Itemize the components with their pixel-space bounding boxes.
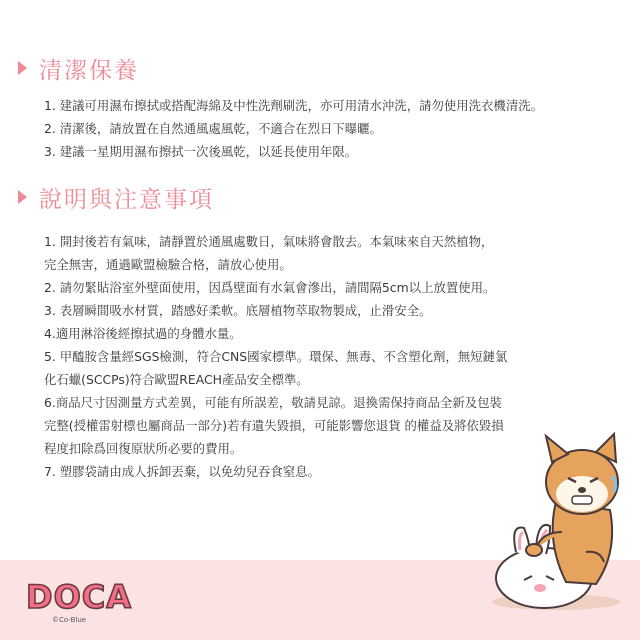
list-line: 6.商品尺寸因測量方式差異，可能有所誤差，敬請見諒。退換需保持商品全新及包裝 [44,395,502,410]
list-item: 2. 清潔後，請放置在自然通風處風乾，不適合在烈日下曝曬。 [44,121,382,136]
section-notes-title: 說明與注意事項 [39,186,214,213]
list-line: 程度扣除爲回復原狀所必要的費用。 [44,441,243,456]
list-line: 完全無害，通過歐盟檢驗合格，請放心使用。 [44,257,292,272]
section-care-header [0,51,640,85]
triangle-bullet-icon [18,190,27,204]
list-line: 4.適用淋浴後經擦拭過的身體水量。 [44,326,242,341]
list-line: 完整(授權雷射標也屬商品一部分)若有遺失毀損，可能影響您退貨 的權益及將依毀損 [44,418,504,433]
logo-text: DOCA [26,578,133,614]
list-line: 3. 表層瞬間吸水材質，踏感好柔軟。底層植物萃取物製成，止滑安全。 [44,303,432,318]
section-notes [0,180,640,214]
list-item: 1. 建議可用濕布擦拭或搭配海綿及中性洗劑刷洗，亦可用清水沖洗，請勿使用洗衣機清洗。 [44,98,543,113]
section-care [0,51,640,85]
copyright-text: ©Co-Blue [52,616,87,624]
shiba-rabbit-illustration [486,432,636,616]
triangle-bullet-icon [18,61,27,75]
list-line: 5. 甲醯胺含量經SGS檢測，符合CNS國家標準。環保、無毒、不含塑化劑，無短鏈氯 [44,349,508,364]
section-notes-header [0,180,640,214]
notes-list [44,230,507,483]
list-line: 7. 塑膠袋請由成人拆卸丟棄，以免幼兒吞食窒息。 [44,464,320,479]
list-line: 1. 開封後若有氣味，請靜置於通風處數日，氣味將會散去。本氣味來自天然植物， [44,234,494,249]
care-list [44,94,543,163]
list-line: 2. 請勿緊貼浴室外壁面使用，因爲壁面有水氣會滲出，請間隔5cm以上放置使用。 [44,280,496,295]
section-care-title: 清潔保養 [39,57,139,84]
list-line: 化石蠟(SCCPs)符合歐盟REACH產品安全標準。 [44,372,309,387]
list-item: 3. 建議一星期用濕布擦拭一次後風乾，以延長使用年限。 [44,144,358,159]
doca-logo [22,578,142,618]
